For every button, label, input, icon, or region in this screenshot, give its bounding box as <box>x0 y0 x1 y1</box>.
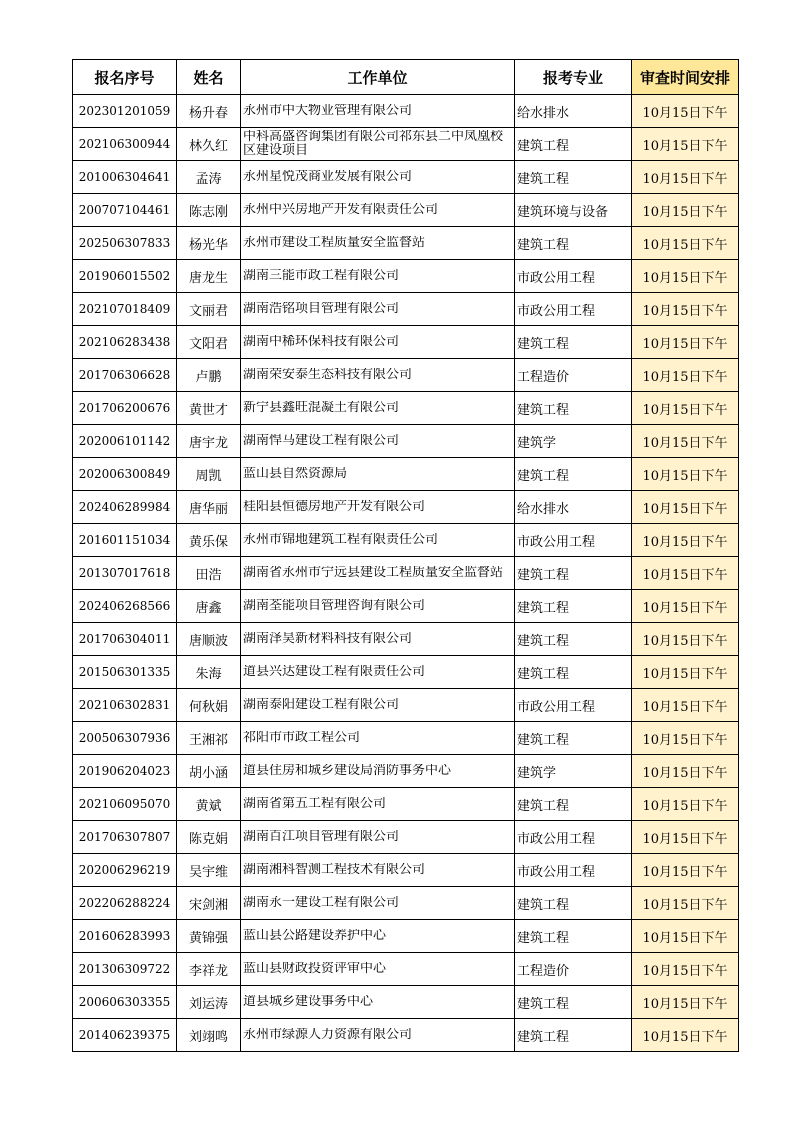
work-unit-text: 蓝山县公路建设养护中心 <box>243 929 387 943</box>
review-time-cell: 10月15日下午 <box>632 293 739 326</box>
work-unit-cell <box>241 1019 515 1052</box>
registration-number-cell: 202006296219 <box>73 854 177 887</box>
work-unit-text: 湖南省永州市宁远县建设工程质量安全监督站 <box>243 566 504 580</box>
registration-number-cell: 201506301335 <box>73 656 177 689</box>
work-unit-cell <box>241 920 515 953</box>
work-unit-cell <box>241 887 515 920</box>
name-cell: 孟涛 <box>177 161 241 194</box>
work-unit-text: 永州市中大物业管理有限公司 <box>243 104 413 118</box>
review-time-cell: 10月15日下午 <box>632 590 739 623</box>
name-cell: 黄乐保 <box>177 524 241 557</box>
header-name: 姓名 <box>177 60 241 95</box>
work-unit-text: 新宁县鑫旺混凝土有限公司 <box>243 401 400 415</box>
header-major: 报考专业 <box>515 60 632 95</box>
work-unit-cell <box>241 854 515 887</box>
work-unit-cell <box>241 722 515 755</box>
major-cell: 市政公用工程 <box>515 854 632 887</box>
table-row <box>73 557 739 590</box>
registration-number-cell: 202506307833 <box>73 227 177 260</box>
work-unit-text: 蓝山县自然资源局 <box>243 467 348 481</box>
major-cell: 建筑工程 <box>515 227 632 260</box>
header-registration-number: 报名序号 <box>73 60 177 95</box>
work-unit-cell <box>241 161 515 194</box>
review-time-cell: 10月15日下午 <box>632 392 739 425</box>
work-unit-text: 湖南永一建设工程有限公司 <box>243 896 400 910</box>
review-time-cell: 10月15日下午 <box>632 161 739 194</box>
work-unit-cell <box>241 458 515 491</box>
registration-number-cell: 202106283438 <box>73 326 177 359</box>
table-row <box>73 722 739 755</box>
header-review-time: 审查时间安排 <box>632 60 739 95</box>
review-time-cell: 10月15日下午 <box>632 557 739 590</box>
table-row <box>73 854 739 887</box>
name-cell: 卢鹏 <box>177 359 241 392</box>
major-cell: 建筑工程 <box>515 392 632 425</box>
work-unit-cell <box>241 590 515 623</box>
work-unit-text: 永州市锦地建筑工程有限责任公司 <box>243 533 439 547</box>
table-row <box>73 1019 739 1052</box>
major-cell: 建筑工程 <box>515 788 632 821</box>
header-work-unit: 工作单位 <box>241 60 515 95</box>
major-cell: 建筑工程 <box>515 887 632 920</box>
major-cell: 市政公用工程 <box>515 260 632 293</box>
table-row <box>73 161 739 194</box>
registration-number-cell: 201601151034 <box>73 524 177 557</box>
work-unit-cell <box>241 557 515 590</box>
table-row <box>73 260 739 293</box>
name-cell: 刘运涛 <box>177 986 241 1019</box>
major-cell: 给水排水 <box>515 491 632 524</box>
registration-number-cell: 201906204023 <box>73 755 177 788</box>
major-cell: 建筑环境与设备 <box>515 194 632 227</box>
name-cell: 唐鑫 <box>177 590 241 623</box>
name-cell: 文丽君 <box>177 293 241 326</box>
major-cell: 建筑工程 <box>515 590 632 623</box>
work-unit-cell <box>241 227 515 260</box>
review-time-cell: 10月15日下午 <box>632 722 739 755</box>
table-row <box>73 689 739 722</box>
table-row <box>73 656 739 689</box>
registration-number-cell: 202206288224 <box>73 887 177 920</box>
review-time-cell: 10月15日下午 <box>632 491 739 524</box>
work-unit-text: 湖南浩铭项目管理有限公司 <box>243 302 400 316</box>
table-row <box>73 194 739 227</box>
major-cell: 建筑工程 <box>515 128 632 161</box>
major-cell: 建筑工程 <box>515 1019 632 1052</box>
registration-number-cell: 201306309722 <box>73 953 177 986</box>
work-unit-cell <box>241 821 515 854</box>
work-unit-text: 永州星悦茂商业发展有限公司 <box>243 170 413 184</box>
table-row <box>73 392 739 425</box>
name-cell: 黄世才 <box>177 392 241 425</box>
work-unit-cell <box>241 623 515 656</box>
table-row <box>73 293 739 326</box>
work-unit-cell <box>241 194 515 227</box>
major-cell: 建筑工程 <box>515 458 632 491</box>
registration-number-cell: 200506307936 <box>73 722 177 755</box>
review-time-cell: 10月15日下午 <box>632 887 739 920</box>
review-time-cell: 10月15日下午 <box>632 359 739 392</box>
work-unit-cell <box>241 656 515 689</box>
registration-number-cell: 202301201059 <box>73 95 177 128</box>
name-cell: 朱海 <box>177 656 241 689</box>
work-unit-cell <box>241 293 515 326</box>
work-unit-cell <box>241 128 515 161</box>
work-unit-text: 湖南百江项目管理有限公司 <box>243 830 400 844</box>
work-unit-cell <box>241 260 515 293</box>
name-cell: 田浩 <box>177 557 241 590</box>
work-unit-text: 永州市建设工程质量安全监督站 <box>243 236 426 250</box>
work-unit-text: 蓝山县财政投资评审中心 <box>243 962 387 976</box>
work-unit-cell <box>241 953 515 986</box>
major-cell: 建筑学 <box>515 425 632 458</box>
table-row <box>73 623 739 656</box>
review-time-cell: 10月15日下午 <box>632 986 739 1019</box>
review-time-cell: 10月15日下午 <box>632 425 739 458</box>
table-row <box>73 128 739 161</box>
work-unit-text: 湖南荣安泰生态科技有限公司 <box>243 368 413 382</box>
review-time-cell: 10月15日下午 <box>632 260 739 293</box>
work-unit-text: 湖南省第五工程有限公司 <box>243 797 387 811</box>
name-cell: 杨升春 <box>177 95 241 128</box>
registration-number-cell: 201706306628 <box>73 359 177 392</box>
name-cell: 吴宇维 <box>177 854 241 887</box>
work-unit-text: 湖南荃能项目管理咨询有限公司 <box>243 599 426 613</box>
name-cell: 文阳君 <box>177 326 241 359</box>
work-unit-text: 永州市绿源人力资源有限公司 <box>243 1028 413 1042</box>
table-row <box>73 920 739 953</box>
work-unit-cell <box>241 95 515 128</box>
registration-number-cell: 201906015502 <box>73 260 177 293</box>
work-unit-text: 湖南泰阳建设工程有限公司 <box>243 698 400 712</box>
registration-number-cell: 201706307807 <box>73 821 177 854</box>
work-unit-cell <box>241 788 515 821</box>
header-row <box>73 60 739 95</box>
name-cell: 何秋娟 <box>177 689 241 722</box>
table-row <box>73 788 739 821</box>
registration-number-cell: 202006101142 <box>73 425 177 458</box>
work-unit-text: 湖南泽昊新材料科技有限公司 <box>243 632 413 646</box>
table-row <box>73 425 739 458</box>
table-header <box>73 60 739 95</box>
major-cell: 建筑工程 <box>515 920 632 953</box>
review-time-cell: 10月15日下午 <box>632 920 739 953</box>
table-row <box>73 458 739 491</box>
major-cell: 建筑工程 <box>515 161 632 194</box>
work-unit-text: 中科高盛咨询集团有限公司祁东县二中凤凰校区建设项目 <box>243 130 504 158</box>
work-unit-text: 桂阳县恒德房地产开发有限公司 <box>243 500 426 514</box>
work-unit-cell <box>241 986 515 1019</box>
review-time-cell: 10月15日下午 <box>632 854 739 887</box>
review-time-cell: 10月15日下午 <box>632 194 739 227</box>
registration-number-cell: 202106300944 <box>73 128 177 161</box>
work-unit-text: 湖南三能市政工程有限公司 <box>243 269 400 283</box>
major-cell: 市政公用工程 <box>515 821 632 854</box>
review-schedule-table <box>72 59 739 1052</box>
major-cell: 建筑工程 <box>515 557 632 590</box>
major-cell: 建筑工程 <box>515 326 632 359</box>
name-cell: 黄锦强 <box>177 920 241 953</box>
major-cell: 市政公用工程 <box>515 689 632 722</box>
name-cell: 唐华丽 <box>177 491 241 524</box>
table-row <box>73 359 739 392</box>
major-cell: 工程造价 <box>515 359 632 392</box>
table-row <box>73 326 739 359</box>
registration-number-cell: 201606283993 <box>73 920 177 953</box>
table-row <box>73 986 739 1019</box>
name-cell: 陈克娟 <box>177 821 241 854</box>
work-unit-cell <box>241 491 515 524</box>
work-unit-text: 湖南湘科智测工程技术有限公司 <box>243 863 426 877</box>
review-time-cell: 10月15日下午 <box>632 1019 739 1052</box>
table-row <box>73 887 739 920</box>
registration-number-cell: 202106095070 <box>73 788 177 821</box>
review-time-cell: 10月15日下午 <box>632 128 739 161</box>
registration-number-cell: 202406289984 <box>73 491 177 524</box>
work-unit-text: 祁阳市市政工程公司 <box>243 731 361 745</box>
review-time-cell: 10月15日下午 <box>632 821 739 854</box>
major-cell: 建筑学 <box>515 755 632 788</box>
name-cell: 宋剑湘 <box>177 887 241 920</box>
major-cell: 市政公用工程 <box>515 524 632 557</box>
table-row <box>73 524 739 557</box>
name-cell: 黄斌 <box>177 788 241 821</box>
registration-number-cell: 202107018409 <box>73 293 177 326</box>
review-time-cell: 10月15日下午 <box>632 755 739 788</box>
registration-number-cell: 201706304011 <box>73 623 177 656</box>
name-cell: 王湘祁 <box>177 722 241 755</box>
registration-number-cell: 201406239375 <box>73 1019 177 1052</box>
name-cell: 胡小涵 <box>177 755 241 788</box>
table-row <box>73 95 739 128</box>
major-cell: 市政公用工程 <box>515 293 632 326</box>
work-unit-text: 湖南中稀环保科技有限公司 <box>243 335 400 349</box>
major-cell: 建筑工程 <box>515 623 632 656</box>
name-cell: 唐龙生 <box>177 260 241 293</box>
work-unit-text: 道县城乡建设事务中心 <box>243 995 374 1009</box>
work-unit-cell <box>241 392 515 425</box>
registration-number-cell: 200606303355 <box>73 986 177 1019</box>
work-unit-cell <box>241 689 515 722</box>
major-cell: 给水排水 <box>515 95 632 128</box>
name-cell: 陈志刚 <box>177 194 241 227</box>
review-time-cell: 10月15日下午 <box>632 788 739 821</box>
work-unit-cell <box>241 524 515 557</box>
review-time-cell: 10月15日下午 <box>632 623 739 656</box>
name-cell: 唐顺波 <box>177 623 241 656</box>
registration-number-cell: 201006304641 <box>73 161 177 194</box>
major-cell: 建筑工程 <box>515 722 632 755</box>
table-row <box>73 227 739 260</box>
major-cell: 工程造价 <box>515 953 632 986</box>
review-time-cell: 10月15日下午 <box>632 326 739 359</box>
work-unit-text: 道县兴达建设工程有限责任公司 <box>243 665 426 679</box>
work-unit-text: 永州中兴房地产开发有限责任公司 <box>243 203 439 217</box>
major-cell: 建筑工程 <box>515 986 632 1019</box>
table-row <box>73 821 739 854</box>
name-cell: 杨光华 <box>177 227 241 260</box>
work-unit-cell <box>241 425 515 458</box>
table-body <box>73 95 739 1052</box>
work-unit-text: 道县住房和城乡建设局消防事务中心 <box>243 764 452 778</box>
work-unit-text: 湖南悍马建设工程有限公司 <box>243 434 400 448</box>
work-unit-cell <box>241 359 515 392</box>
work-unit-cell <box>241 326 515 359</box>
review-time-cell: 10月15日下午 <box>632 656 739 689</box>
name-cell: 周凯 <box>177 458 241 491</box>
registration-number-cell: 202406268566 <box>73 590 177 623</box>
registration-number-cell: 201307017618 <box>73 557 177 590</box>
review-time-cell: 10月15日下午 <box>632 689 739 722</box>
review-time-cell: 10月15日下午 <box>632 458 739 491</box>
review-time-cell: 10月15日下午 <box>632 953 739 986</box>
work-unit-cell <box>241 755 515 788</box>
review-time-cell: 10月15日下午 <box>632 524 739 557</box>
review-time-cell: 10月15日下午 <box>632 95 739 128</box>
table-row <box>73 491 739 524</box>
name-cell: 李祥龙 <box>177 953 241 986</box>
registration-number-cell: 202006300849 <box>73 458 177 491</box>
registration-number-cell: 201706200676 <box>73 392 177 425</box>
review-time-cell: 10月15日下午 <box>632 227 739 260</box>
name-cell: 林久红 <box>177 128 241 161</box>
name-cell: 唐宇龙 <box>177 425 241 458</box>
registration-number-cell: 200707104461 <box>73 194 177 227</box>
registration-number-cell: 202106302831 <box>73 689 177 722</box>
major-cell: 建筑工程 <box>515 656 632 689</box>
name-cell: 刘翊鸣 <box>177 1019 241 1052</box>
table-row <box>73 953 739 986</box>
table-row <box>73 590 739 623</box>
table-row <box>73 755 739 788</box>
